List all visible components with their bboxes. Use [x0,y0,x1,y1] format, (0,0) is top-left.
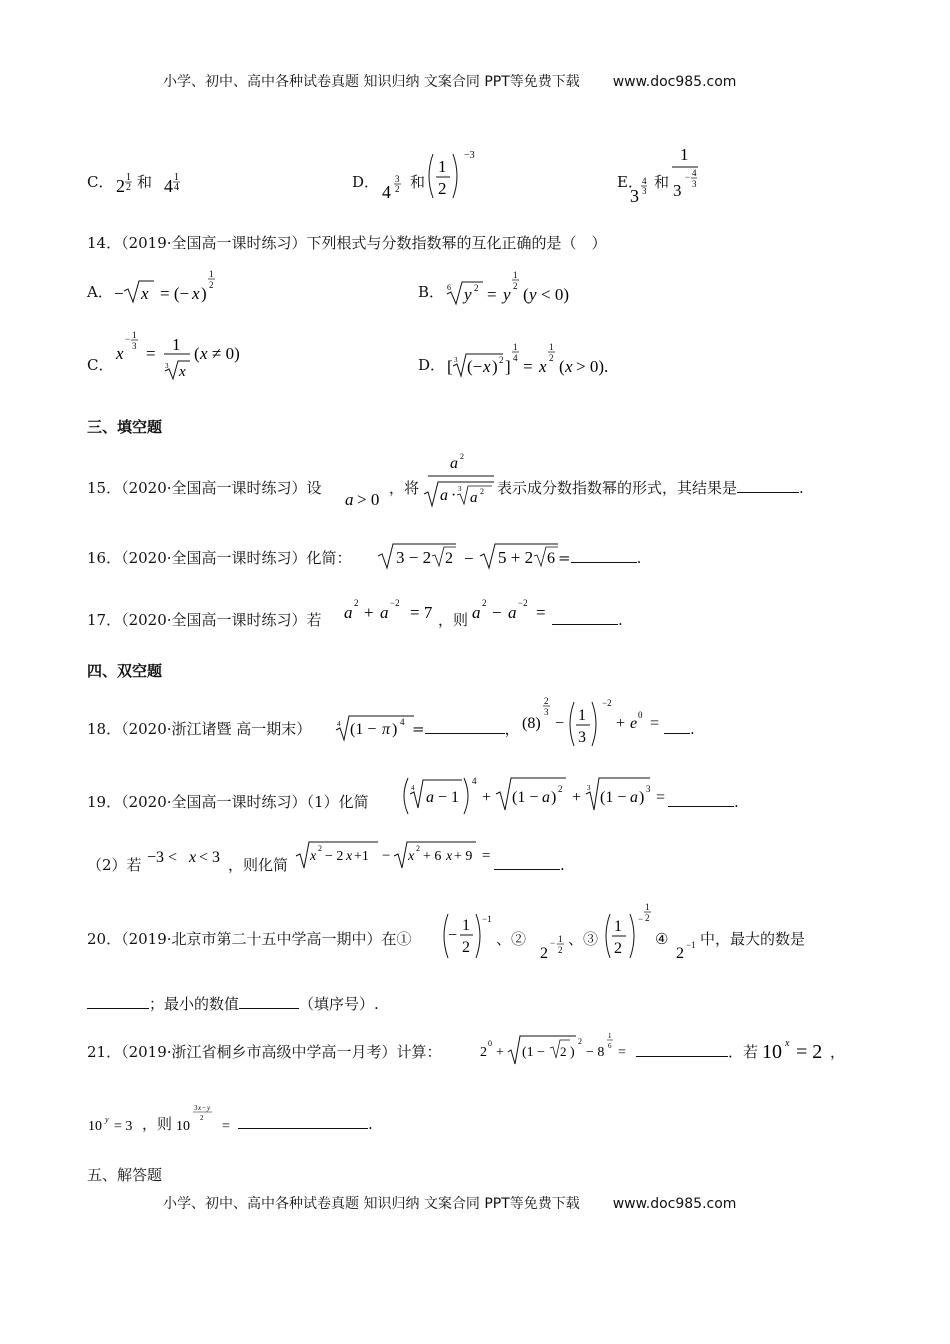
q20-line2-text: ；最小的数值 [149,995,240,1013]
svg-text:2: 2 [318,844,322,853]
svg-text:=: = [650,715,660,732]
q20-min-blank[interactable] [239,994,299,1009]
svg-text:2: 2 [200,1114,204,1122]
svg-text:1: 1 [172,335,181,354]
svg-text:(1 −: (1 − [350,721,377,738]
svg-text:−1: −1 [482,914,492,924]
q14-option-b-math [445,266,585,310]
svg-text:3: 3 [692,179,697,189]
q19-answer2-blank[interactable] [494,855,560,870]
page-footer [163,1193,736,1213]
q16-answer-blank[interactable] [571,548,637,563]
svg-text:2: 2 [480,1045,487,1060]
q15-prefix: 15．（2020·全国高一课时练习）设 [87,479,322,497]
svg-text:y: y [105,1115,109,1124]
q18-end: . [690,720,695,738]
svg-text:2: 2 [416,844,420,853]
header-text: 小学、初中、高中各种试卷真题 知识归纳 文案合同 PPT等免费下载 [163,74,580,90]
svg-text:1: 1 [608,1032,612,1040]
svg-text:3: 3 [544,707,549,717]
q21-end: . [368,1115,373,1133]
q13-option-c-label: C． [87,173,114,191]
q18-expression1-math [334,706,420,744]
q18-answer1-blank[interactable] [425,719,505,734]
q15-post [497,478,804,498]
svg-text:4: 4 [337,720,341,728]
svg-text:0: 0 [638,710,643,720]
svg-text:a: a [630,789,638,806]
svg-text:< 0): < 0) [541,285,569,304]
q17-prefix: 17．（2020·全国高一课时练习）若 [87,611,322,629]
svg-text:+ 6: + 6 [423,849,442,864]
svg-text:1: 1 [549,342,554,352]
svg-text:−: − [202,1104,206,1112]
svg-text:−: − [638,914,644,924]
q20-max-blank[interactable] [87,994,149,1009]
svg-text:= (−: = (− [160,284,190,303]
svg-text:3: 3 [642,186,647,196]
svg-text:2: 2 [614,940,622,957]
q18-answer1: = ， [412,720,520,738]
svg-text:=: = [482,848,491,864]
section-fill-in-title: 三、填空题 [87,418,163,436]
q18-expression2-math [520,694,670,750]
q19-part2-prefix: （2）若 [87,856,142,874]
q20-sep1: 、② [496,930,527,948]
svg-text:4: 4 [164,176,173,196]
q20-sep3: ④ [655,930,669,948]
svg-text:a: a [345,490,354,509]
section-double-blank-title: 四、双空题 [87,662,163,680]
svg-text:=: = [536,603,546,622]
svg-text:4: 4 [642,176,647,186]
svg-text:1: 1 [513,270,518,280]
svg-text:x: x [192,284,200,303]
svg-text:1: 1 [578,707,586,724]
svg-text:2: 2 [513,281,518,291]
svg-text:3: 3 [395,174,400,184]
svg-text:x: x [189,849,197,866]
svg-text:x: x [310,849,317,864]
svg-text:2: 2 [645,913,650,923]
svg-text:1: 1 [132,330,137,340]
svg-text:a: a [380,603,389,622]
svg-text:]: ] [505,357,511,376]
q14-option-a-label: A． [87,283,113,301]
q20-prefix: 20．（2019·北京市第二十五中学高一期中）在① [87,930,412,948]
page-header [163,71,736,91]
svg-text:−1: −1 [686,940,696,950]
q20-line2-end: （填序号）. [299,995,379,1013]
svg-text:2: 2 [474,283,479,293]
svg-text:(1 −: (1 − [600,789,627,806]
svg-text:5 + 2: 5 + 2 [498,548,534,567]
svg-text:x: x [539,357,547,376]
svg-text:3: 3 [194,1104,198,1112]
q21-answer1-blank[interactable] [636,1042,728,1057]
q13-option-e-math [630,140,710,206]
svg-text:3: 3 [454,356,458,364]
svg-text:+: + [616,715,626,732]
svg-text:x: x [141,284,149,303]
svg-text:a: a [472,603,481,622]
q21-line2-mid: ，则 [142,1115,173,1133]
svg-text:3 − 2: 3 − 2 [396,548,432,567]
svg-text:−2: −2 [602,698,612,708]
q16-answer: = . [558,549,642,567]
svg-text:−: − [555,715,565,732]
q16-prefix: 16．（2020·全国高一课时练习）化简： [87,549,352,567]
q18-answer2 [664,719,695,739]
svg-text:π: π [382,721,391,738]
svg-text:2: 2 [116,176,125,196]
svg-text:2: 2 [460,452,464,461]
q20-sep2: 、③ [568,930,599,948]
svg-text:a: a [542,789,550,806]
svg-text:4: 4 [400,717,405,727]
svg-text:x: x [565,357,573,376]
svg-text:+ 9: + 9 [454,849,473,864]
q14-stem: 14．（2019·全国高一课时练习）下列根式与分数指数幂的互化正确的是（ ） [87,234,607,252]
q19-end1: . [734,793,739,811]
svg-text:2: 2 [544,696,549,706]
svg-text:1: 1 [126,172,131,183]
svg-text:2: 2 [560,1044,567,1059]
q16-expression-math [376,534,576,574]
q19-condition-math [145,840,230,870]
svg-text:1: 1 [174,172,179,183]
q13-option-e-conj: 和 [654,173,670,191]
svg-text:x: x [446,849,453,864]
svg-text:y: y [503,285,511,304]
svg-text:3: 3 [646,784,651,794]
svg-text:a: a [440,487,448,504]
q18-prefix: 18．（2020·浙江诸暨 高一期末） [87,720,312,738]
svg-text:≠ 0): ≠ 0) [212,344,240,363]
svg-text:): ) [639,789,645,806]
svg-text:−: − [685,172,691,182]
q16-end: . [636,549,642,567]
q15-condition-math [343,485,393,511]
svg-text:−: − [492,603,502,622]
q21-expression2-math [174,1098,238,1138]
q15-expression-math [420,450,500,510]
svg-text:4: 4 [692,168,697,178]
svg-text:= 3: = 3 [114,1119,133,1134]
q19-end2: . [560,856,565,874]
svg-text:− 8: − 8 [586,1045,605,1060]
footer-url[interactable]: www.doc985.com [612,1196,737,1212]
svg-text:10: 10 [176,1119,190,1134]
svg-text:=: = [618,1045,626,1060]
svg-text:2: 2 [482,598,487,608]
svg-text:0: 0 [488,1039,492,1048]
svg-text:x: x [785,1038,790,1049]
q21-prefix: 21．（2019·浙江省桐乡市高级中学高一月考）计算： [87,1043,442,1061]
svg-text:10: 10 [88,1119,102,1134]
q17-answer-blank[interactable] [552,610,618,625]
svg-text:1: 1 [209,269,214,279]
svg-text:2: 2 [395,184,400,194]
section-solution-title: 五、解答题 [87,1166,163,1184]
svg-text:1: 1 [645,902,650,912]
svg-text:(: ( [559,357,565,376]
svg-text:+: + [572,789,582,806]
svg-text:2: 2 [209,280,214,290]
svg-text:3: 3 [673,181,682,200]
svg-text:): ) [392,721,398,738]
svg-text:[: [ [447,357,453,376]
svg-text:=: = [656,789,666,806]
svg-text:4: 4 [382,182,391,202]
q19-expression1-math [400,772,670,818]
svg-text:a: a [344,603,353,622]
q13-option-d-math [378,146,478,206]
q14-option-b-label: B． [418,283,445,301]
svg-text:1: 1 [614,918,622,935]
q15-mid: ，将 [389,479,420,497]
svg-text:·: · [451,487,457,504]
svg-text:): ) [551,789,557,806]
q19-expression2-math [294,836,494,872]
svg-text:1: 1 [513,342,518,352]
svg-text:(1 −: (1 − [522,1045,546,1060]
q15-post-text: 表示成分数指数幂的形式，其结果是 [497,479,738,497]
q13-option-d-label: D． [352,173,380,191]
svg-text:6: 6 [547,550,555,567]
q21-expression-math [478,1030,638,1066]
svg-text:4: 4 [174,182,179,193]
q19-prefix: 19．（2020·全国高一课时练习）（1）化简 [87,793,369,811]
footer-text: 小学、初中、高中各种试卷真题 知识归纳 文案合同 PPT等免费下载 [163,1196,580,1212]
svg-text:1: 1 [558,934,563,944]
svg-text:6: 6 [608,1042,612,1050]
svg-text:10: 10 [762,1041,782,1063]
svg-text:(−: (− [467,357,483,376]
svg-text:): ) [201,284,207,303]
svg-text:e: e [630,715,638,732]
svg-text:=: = [487,285,497,304]
q20-post: 中，最大的数是 [700,930,806,948]
svg-text:=: = [146,344,156,363]
q15-answer-blank[interactable] [737,478,799,493]
q19-answer1 [668,792,739,812]
svg-text:− 2: − 2 [325,849,344,864]
svg-text:+: + [496,1045,504,1060]
svg-text:−: − [550,938,556,948]
svg-text:+: + [482,789,492,806]
q13-option-d-conj: 和 [410,173,426,191]
svg-text:2: 2 [549,353,554,363]
q15-end: . [799,479,804,497]
svg-text:y: y [207,1104,211,1112]
svg-text:3: 3 [458,485,462,493]
q17-mid: ，则 [438,611,469,629]
svg-text:> 0).: > 0). [576,357,609,376]
svg-text:− 1: − 1 [438,789,460,806]
svg-text:x: x [200,344,208,363]
svg-text:−3 <: −3 < [147,849,178,866]
svg-text:3: 3 [630,186,639,206]
svg-text:x: x [179,364,186,380]
q14-option-a-math [112,265,222,309]
svg-text:x: x [116,344,124,363]
q18-comma: ， [504,720,520,738]
svg-text:−: − [125,334,131,344]
svg-text:< 3: < 3 [199,849,221,866]
svg-text:2: 2 [676,945,684,962]
q20-option3-math [602,898,658,968]
svg-text:2: 2 [445,550,453,567]
svg-text:(: ( [194,344,200,363]
svg-text:+1: +1 [354,849,369,864]
svg-text:a: a [470,490,478,506]
svg-text:2: 2 [499,355,504,365]
svg-text:2: 2 [462,939,470,956]
svg-text:3: 3 [132,341,137,351]
svg-text:4: 4 [411,784,415,792]
svg-text:−2: −2 [390,598,400,608]
svg-text:2: 2 [540,945,548,962]
q17-answer [552,610,623,630]
svg-text:2: 2 [558,784,563,794]
q21-answer2 [238,1114,373,1134]
q21-comma: ， [830,1043,846,1061]
svg-text:2: 2 [354,598,359,608]
svg-text:2: 2 [126,182,131,193]
q14-option-d-math [445,340,635,384]
svg-text:4: 4 [513,353,518,363]
svg-text:−: − [464,549,474,568]
svg-text:2: 2 [578,1037,582,1046]
q21-answer1 [636,1042,758,1062]
svg-text:(1 −: (1 − [512,789,539,806]
svg-text:y: y [464,285,472,304]
q17-end: . [618,611,623,629]
q21-mid: ．若 [728,1043,759,1061]
q19-part2-mid: ，则化简 [228,856,289,874]
svg-text:3: 3 [587,784,591,792]
svg-text:−3: −3 [464,150,475,161]
svg-text:3: 3 [165,362,169,370]
svg-text:1: 1 [680,145,689,164]
svg-text:x: x [408,849,415,864]
svg-text:x: x [483,357,491,376]
header-url[interactable]: www.doc985.com [612,74,737,90]
svg-text:1: 1 [462,917,470,934]
q14-option-c-label: C． [87,356,114,374]
q13-option-e-label: E． [617,173,643,191]
q17-expression-math [470,594,560,628]
svg-text:=: = [222,1119,230,1134]
q18-answer2-blank[interactable] [664,719,690,734]
svg-text:2: 2 [558,945,563,955]
q14-option-d-label: D． [418,356,446,374]
svg-text:> 0: > 0 [357,490,380,509]
svg-text:a: a [508,603,517,622]
svg-text:y: y [529,285,537,304]
svg-text:+: + [364,603,374,622]
svg-text:): ) [570,1045,575,1060]
q21-condition-math [760,1032,832,1066]
svg-text:1: 1 [438,157,447,176]
svg-text:−: − [448,927,458,944]
q20-option1-math [440,910,490,966]
q17-condition-math [342,594,442,628]
q14-option-c-math [112,328,252,382]
svg-text:a: a [450,455,458,472]
svg-text:(8): (8) [522,715,541,732]
svg-text:−: − [114,284,124,303]
svg-text:a: a [426,789,434,806]
svg-text:3: 3 [578,729,586,746]
svg-text:2: 2 [480,487,484,496]
svg-text:−: − [382,848,391,864]
svg-text:−2: −2 [518,598,528,608]
svg-text:= 2: = 2 [796,1041,823,1063]
svg-text:x: x [346,849,353,864]
svg-text:2: 2 [438,179,447,198]
svg-text:= 7: = 7 [410,603,433,622]
q21-answer2-blank[interactable] [238,1114,368,1129]
q13-option-c-conj: 和 [137,173,153,191]
svg-text:6: 6 [447,283,451,292]
svg-text:(: ( [523,285,529,304]
svg-text:): ) [492,357,498,376]
svg-text:4: 4 [472,776,477,786]
svg-text:x: x [198,1104,202,1112]
q19-answer2 [494,855,565,875]
q19-answer1-blank[interactable] [668,792,734,807]
q20-line2 [87,994,379,1014]
svg-text:=: = [523,357,533,376]
